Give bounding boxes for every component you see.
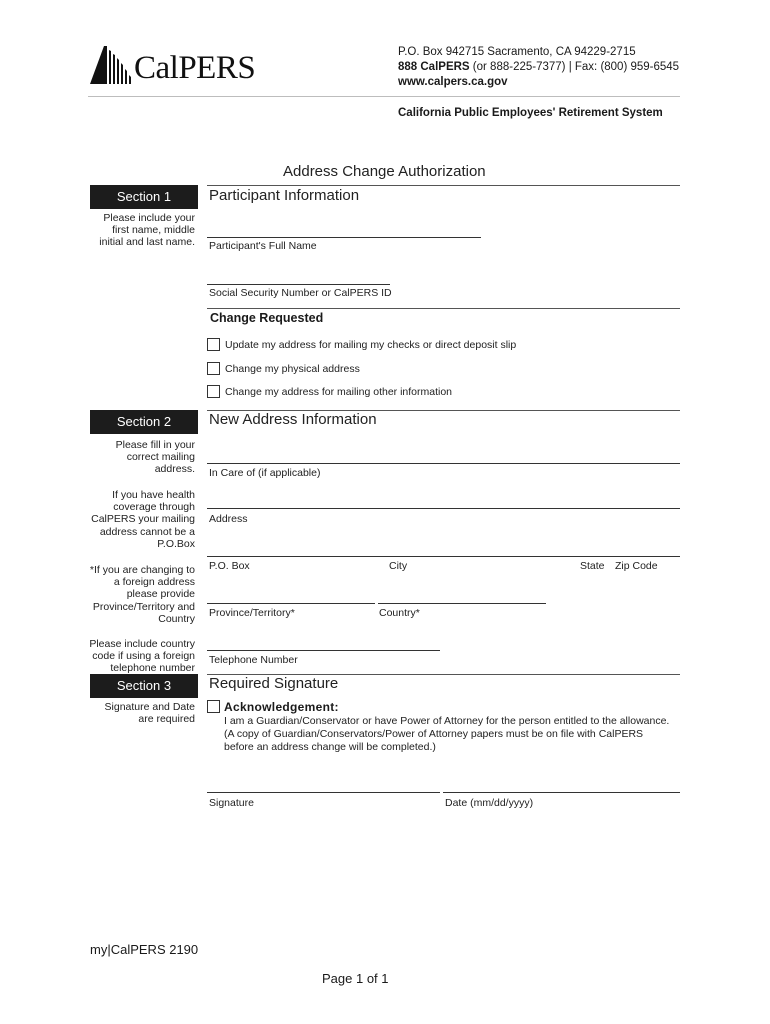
note-mailing: Please fill in your correct mailing address.: [115, 439, 195, 476]
signature-label: Signature: [209, 797, 254, 809]
section-1-rule: [207, 185, 680, 186]
note-foreign: *If you are changing to a foreign address please provide Province/Territory and Country: [89, 564, 195, 625]
option-update-mailing-checks: Update my address for mailing my checks or direct deposit slip: [225, 339, 517, 351]
note-health: If you have health coverage through CalPERS your mailing address cannot be a P.O.Box: [91, 489, 195, 550]
checkbox-acknowledgement[interactable]: [207, 700, 220, 713]
form-id: my|CalPERS 2190: [90, 942, 199, 957]
section-1-note: Please include your first name, middle initial and last name.: [99, 212, 195, 249]
section-1-heading: Participant Information: [209, 187, 360, 204]
po-box-city-state-zip-field[interactable]: [207, 556, 680, 557]
system-name: California Public Employees' Retirement System: [398, 107, 663, 119]
option-change-physical-address: Change my physical address: [225, 363, 360, 375]
country-label: Country*: [379, 607, 420, 619]
logo-wordmark: CalPERS: [134, 50, 256, 86]
section-2-rule: [207, 410, 680, 411]
change-requested-heading: Change Requested: [210, 311, 324, 325]
telephone-field[interactable]: [207, 650, 440, 651]
document-title: Address Change Authorization: [283, 163, 486, 180]
checkbox-change-mailing-other[interactable]: [207, 385, 220, 398]
date-field[interactable]: [443, 792, 680, 793]
address-field[interactable]: [207, 508, 680, 509]
section-2-badge: Section 2: [90, 410, 198, 434]
phone-rest: (or 888-225-7377) | Fax: (800) 959-6545: [469, 61, 680, 73]
state-label: State: [580, 560, 605, 572]
zip-label: Zip Code: [615, 560, 658, 572]
ssn-field[interactable]: [207, 284, 390, 285]
acknowledgement-text: I am a Guardian/Conservator or have Power of Attorney for the person entitled to the allowance. (A copy of Guardian/Conservators/Power of Attorney papers must be on file with CalPERS before an address change will be completed.): [224, 715, 670, 753]
section-3-rule: [207, 674, 680, 675]
note-phone: Please include country code if using a foreign telephone number: [89, 638, 195, 675]
city-label: City: [389, 560, 408, 572]
date-label: Date (mm/dd/yyyy): [445, 797, 534, 809]
header-divider: [88, 96, 680, 97]
in-care-of-label: In Care of (if applicable): [209, 467, 321, 479]
calpers-logo-icon: [88, 44, 134, 86]
option-change-mailing-other: Change my address for mailing other information: [225, 386, 453, 398]
section-3-badge: Section 3: [90, 674, 198, 698]
header-phone: [398, 60, 679, 75]
po-box-label: P.O. Box: [209, 560, 250, 572]
change-requested-rule: [207, 308, 680, 309]
telephone-label: Telephone Number: [209, 654, 298, 666]
in-care-of-field[interactable]: [207, 463, 680, 464]
phone-bold: 888 CalPERS: [398, 61, 470, 73]
section-2-heading: New Address Information: [209, 411, 377, 428]
province-label: Province/Territory*: [209, 607, 295, 619]
section-3-heading: Required Signature: [209, 675, 339, 692]
country-field[interactable]: [378, 603, 546, 604]
full-name-label: Participant's Full Name: [209, 240, 317, 252]
section-3-note: Signature and Date are required: [104, 701, 195, 726]
ssn-label: Social Security Number or CalPERS ID: [209, 287, 392, 299]
full-name-field[interactable]: [207, 237, 481, 238]
header-address: P.O. Box 942715 Sacramento, CA 94229-2715: [398, 46, 636, 58]
checkbox-change-physical-address[interactable]: [207, 362, 220, 375]
section-1-badge: Section 1: [90, 185, 198, 209]
signature-field[interactable]: [207, 792, 440, 793]
address-label: Address: [209, 513, 248, 525]
checkbox-update-mailing-checks[interactable]: [207, 338, 220, 351]
header-website[interactable]: www.calpers.ca.gov: [398, 76, 508, 88]
province-field[interactable]: [207, 603, 375, 604]
page-number: Page 1 of 1: [322, 971, 389, 986]
acknowledgement-title: Acknowledgement:: [224, 700, 339, 714]
